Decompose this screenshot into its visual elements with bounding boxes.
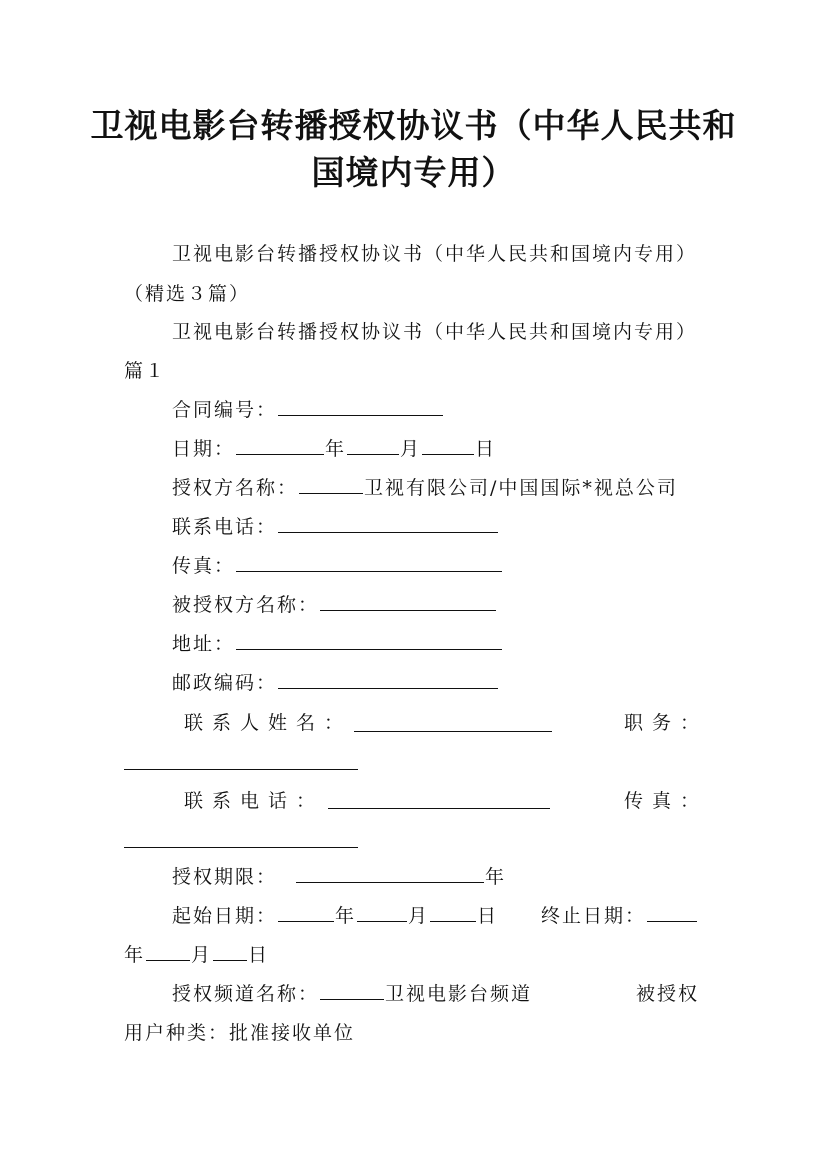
date-day-unit: 日 bbox=[475, 438, 497, 460]
address-blank[interactable] bbox=[236, 631, 502, 650]
address-label: 地址： bbox=[172, 633, 236, 655]
grantee-label: 被授权方名称： bbox=[172, 594, 320, 616]
end-month-unit: 月 bbox=[191, 944, 213, 966]
document-title-line-2: 国境内专用） bbox=[311, 153, 516, 192]
date-month-blank[interactable] bbox=[347, 436, 399, 455]
period-year-unit: 年 bbox=[485, 866, 507, 888]
start-date-field bbox=[172, 903, 498, 929]
channel-label: 授权频道名称： bbox=[172, 983, 320, 1005]
start-date-label: 起始日期： bbox=[172, 905, 278, 927]
postcode-blank[interactable] bbox=[278, 670, 498, 689]
phone-field bbox=[172, 514, 499, 540]
address-field bbox=[172, 631, 503, 657]
end-year-unit: 年 bbox=[124, 944, 146, 966]
user-type-label-part-2: 用户种类： bbox=[124, 1022, 230, 1044]
contract-number-blank[interactable] bbox=[278, 397, 443, 416]
postcode-label: 邮政编码： bbox=[172, 672, 278, 694]
grantee-blank[interactable] bbox=[320, 592, 496, 611]
contact-fax-label: 传真： bbox=[624, 790, 709, 812]
end-month-blank[interactable] bbox=[146, 942, 190, 961]
intro-line-1: 卫视电影台转播授权协议书（中华人民共和国境内专用） bbox=[172, 243, 698, 265]
contract-number-label: 合同编号： bbox=[172, 399, 278, 421]
period-label: 授权期限： bbox=[172, 866, 278, 888]
article-heading-line-2: 篇１ bbox=[124, 360, 167, 382]
postcode-field bbox=[172, 670, 499, 696]
end-date-field bbox=[541, 903, 698, 929]
grantor-field bbox=[172, 475, 678, 501]
date-day-blank[interactable] bbox=[422, 436, 474, 455]
fax-blank[interactable] bbox=[236, 553, 502, 572]
start-day-unit: 日 bbox=[477, 905, 499, 927]
contact-phone-blank[interactable] bbox=[328, 808, 550, 809]
user-type-field bbox=[124, 1020, 355, 1046]
period-field bbox=[172, 864, 506, 890]
intro-line-2: （精选３篇） bbox=[124, 283, 251, 305]
phone-blank[interactable] bbox=[278, 514, 498, 533]
user-type-value: 批准接收单位 bbox=[229, 1022, 356, 1044]
grantor-label: 授权方名称： bbox=[172, 477, 299, 499]
article-heading-line-1: 卫视电影台转播授权协议书（中华人民共和国境内专用） bbox=[172, 321, 698, 343]
phone-label: 联系电话： bbox=[172, 516, 278, 538]
end-day-blank[interactable] bbox=[213, 942, 247, 961]
start-month-blank[interactable] bbox=[357, 903, 407, 922]
fax-field bbox=[172, 553, 503, 579]
grantee-field bbox=[172, 592, 497, 618]
grantor-blank[interactable] bbox=[299, 475, 363, 494]
end-date-continuation bbox=[124, 942, 269, 968]
period-blank[interactable] bbox=[296, 864, 484, 883]
channel-field bbox=[172, 981, 532, 1007]
contract-number-field bbox=[172, 397, 444, 423]
start-month-unit: 月 bbox=[408, 905, 430, 927]
contact-phone-label: 联系电话： bbox=[184, 790, 325, 812]
contact-name-label: 联系人姓名： bbox=[184, 712, 353, 734]
contact-name-blank[interactable] bbox=[354, 731, 552, 732]
channel-value: 卫视电影台频道 bbox=[385, 983, 533, 1005]
date-year-blank[interactable] bbox=[236, 436, 324, 455]
grantor-value: 卫视有限公司/中国国际*视总公司 bbox=[364, 477, 678, 499]
position-blank[interactable] bbox=[124, 769, 358, 770]
date-year-unit: 年 bbox=[325, 438, 347, 460]
document-title-line-1: 卫视电影台转播授权协议书（中华人民共和 bbox=[90, 106, 737, 145]
end-date-label: 终止日期： bbox=[541, 905, 647, 927]
start-year-unit: 年 bbox=[335, 905, 357, 927]
contact-fax-blank[interactable] bbox=[124, 847, 358, 848]
date-field bbox=[172, 436, 496, 462]
fax-label: 传真： bbox=[172, 555, 236, 577]
channel-blank[interactable] bbox=[320, 981, 384, 1000]
date-label: 日期： bbox=[172, 438, 236, 460]
position-label: 职务： bbox=[624, 712, 709, 734]
user-type-label-part-1: 被授权 bbox=[636, 983, 700, 1005]
end-year-blank[interactable] bbox=[647, 903, 697, 922]
start-day-blank[interactable] bbox=[430, 903, 476, 922]
end-day-unit: 日 bbox=[248, 944, 270, 966]
date-month-unit: 月 bbox=[400, 438, 422, 460]
start-year-blank[interactable] bbox=[278, 903, 334, 922]
